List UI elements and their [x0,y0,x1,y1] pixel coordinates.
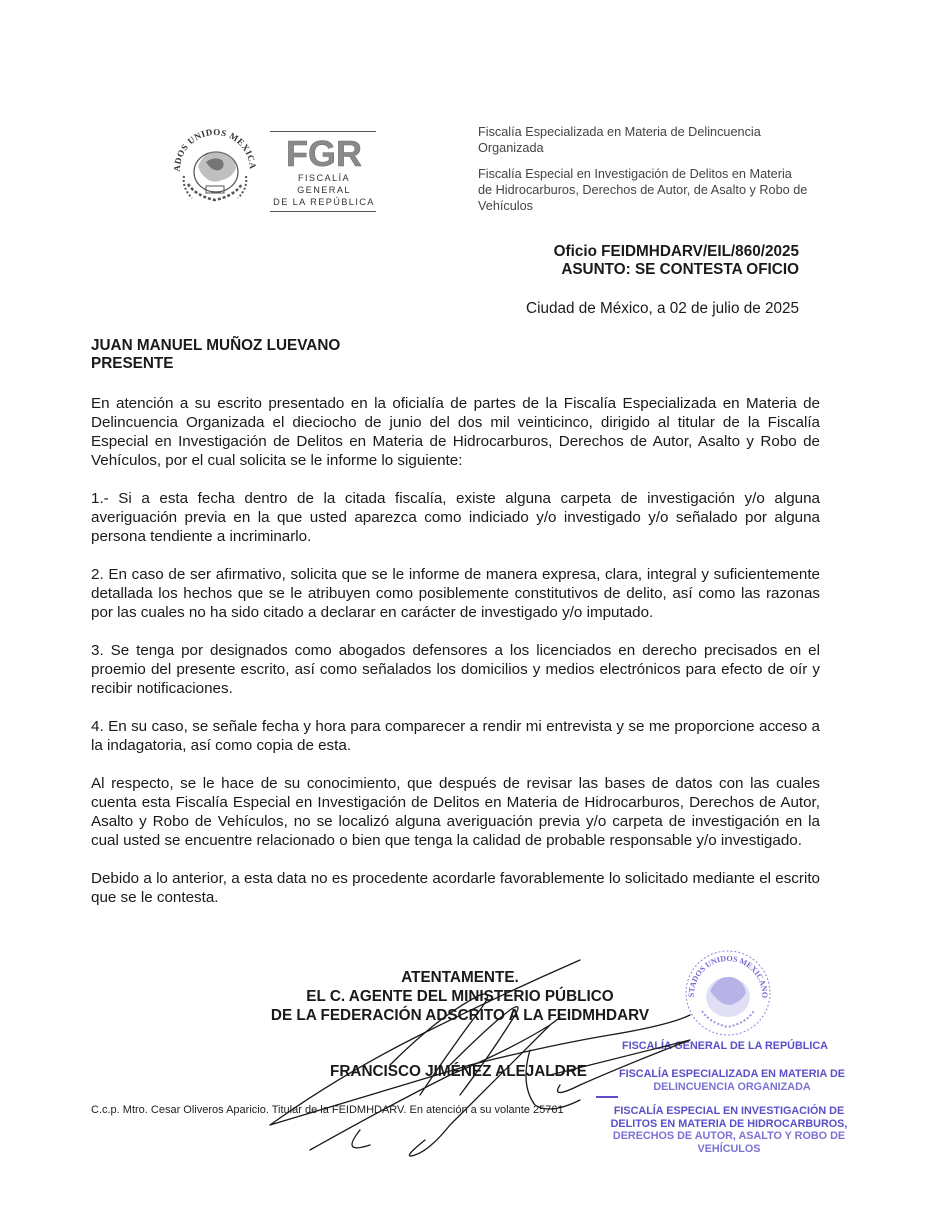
stamp-line-femdo [606,1068,858,1093]
body-paragraph-item-3: 3. Se tenga por designados como abogados defensores a los licenciados en derecho precisados en el proemio del presente escrito, así como señalados los domicilios y medios electrónicos para efecto de oír y recibir notificaciones. [91,642,820,697]
logo-subtitle-1: FISCALÍA GENERAL [297,173,351,195]
oficio-number: Oficio FEIDMHDARV/EIL/860/2025 [553,243,799,260]
closing-regards: ATENTAMENTE. [401,969,519,986]
reference-block [554,243,799,279]
body-paragraph-item-2: 2. En caso de ser afirmativo, solicita que se le informe de manera expresa, clara, integral y suficientemente detallada los hechos que se le atribuyen como posiblemente constitutivos de delito, así como las razonas por las cuales no ha sido citado a declarar en carácter de investigado y/o imputado. [91,566,820,621]
issuing-units [478,124,808,224]
body-paragraph-response: Al respecto, se le hace de su conocimiento, que después de revisar las bases de datos con las cuales cuenta esta Fiscalía Especial en Investigación de Delitos en Materia de Hidrocarburos, Derechos de Autor, Asalto y Robo de Vehículos, no se localizó alguna averiguación previa y/o carpeta de investigación en la cual usted se encuentre relacionado o bien que tenga la calidad de probable responsable y/o investigado. [91,775,820,849]
stamp-line-femdo-2: DELINCUENCIA ORGANIZADA [653,1080,811,1093]
carbon-copy: C.c.p. Mtro. Cesar Oliveros Aparicio. Titular de la FEIDMHDARV. En atención a su volante 25761 [91,1104,564,1116]
logo-letters: FGR [286,133,362,174]
stamp-line-feidmhdarv-2: DELITOS EN MATERIA DE HIDROCARBUROS, [610,1117,848,1130]
stamp-eagle-seal-icon [680,945,776,1037]
issuing-unit-2: Fiscalía Especial en Investigación de Delitos en Materia de Hidrocarburos, Derechos de Autor, de Asalto y Robo de Vehículos [478,167,808,213]
letter-body [91,394,820,926]
signer-name: FRANCISCO JIMÉNEZ ALEJALDRE [330,1063,587,1080]
addressee-block [91,337,340,373]
addressee-name: JUAN MANUEL MUÑOZ LUEVANO [91,337,341,354]
seal-text: ADOS UNIDOS MEXICA [171,126,259,172]
official-stamp-seal [680,945,776,1037]
issuing-unit-1: Fiscalía Especializada en Materia de Delincuencia Organizada [478,125,761,155]
body-paragraph-item-1: 1.- Si a esta fecha dentro de la citada fiscalía, existe alguna carpeta de investigación y/o alguna averiguación previa en la que usted aparezca como indiciado y/o investigado y/o señalado por alguna persona tendiente a incriminarlo. [91,490,820,545]
closing-title-2: DE LA FEDERACIÓN ADSCRITO A LA FEIDMHDARV [270,1007,650,1024]
stamp-line-feidmhdarv-4: VEHÍCULOS [697,1142,761,1155]
logo-subtitle-2: DE LA REPÚBLICA [273,197,375,207]
logo-top-rule [270,131,376,132]
stamp-line-fgr: FISCALÍA GENERAL DE LA REPÚBLICA [622,1040,828,1052]
addressee-salutation: PRESENTE [91,355,174,372]
body-paragraph-conclusion: Debido a lo anterior, a esta data no es procedente acordarle favorablemente lo solicitado mediante el escrito que se le contesta. [91,870,820,906]
body-paragraph-item-4: 4. En su caso, se señale fecha y hora para comparecer a rendir mi entrevista y se me proporcione acceso a la indagatoria, así como copia de esta. [91,718,820,754]
stamp-line-feidmhdarv-1: FISCALÍA ESPECIAL EN INVESTIGACIÓN DE [613,1105,845,1117]
stamp-line-femdo-1: FISCALÍA ESPECIALIZADA EN MATERIA DE [619,1068,845,1080]
stamp-line-feidmhdarv [598,1105,860,1155]
closing-title-1: EL C. AGENTE DEL MINISTERIO PÚBLICO [306,988,614,1005]
fgr-logo [270,131,378,212]
stamp-line-feidmhdarv-3: DERECHOS DE AUTOR, ASALTO Y ROBO DE [612,1130,846,1142]
eagle-seal-icon [166,118,264,216]
coat-of-arms-seal [166,118,264,216]
body-paragraph-intro: En atención a su escrito presentado en la oficialía de partes de la Fiscalía Especializada en Materia de Delincuencia Organizada el dieciocho de junio del dos mil veinticinco, dirigido al titular de la Fiscalía Especial en Investigación de Delitos en Materia de Hidrocarburos, Derechos de Autor, Asalto y Robo de Vehículos, por el cual solicita se le informe lo siguiente: [91,395,820,469]
stamp-seal-text: STADOS UNIDOS MEXICANO [686,953,770,999]
logo-bottom-rule [270,211,376,212]
closing-block [240,968,680,1025]
place-date: Ciudad de México, a 02 de julio de 2025 [526,300,799,317]
asunto: ASUNTO: SE CONTESTA OFICIO [561,261,799,278]
